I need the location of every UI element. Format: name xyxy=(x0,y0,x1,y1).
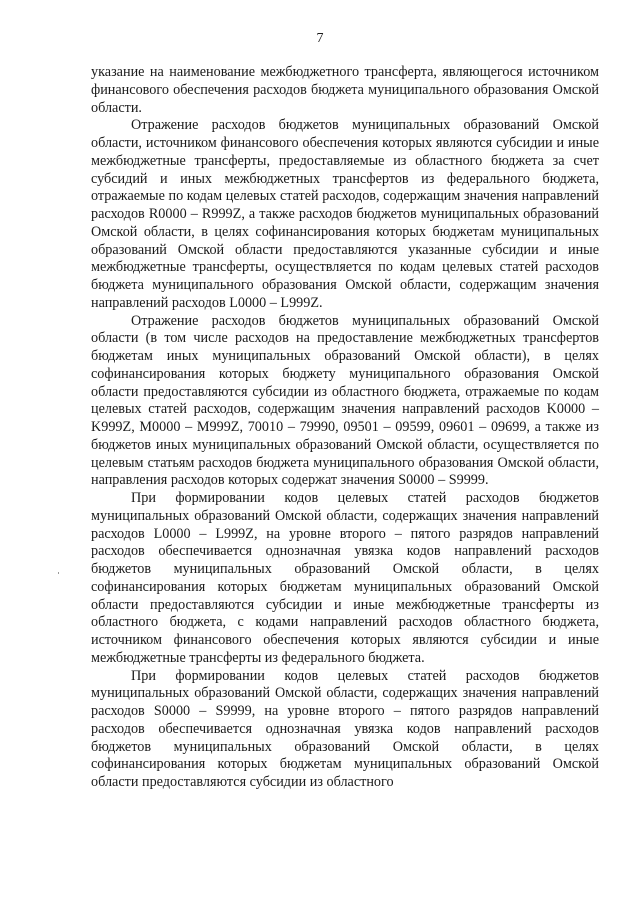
scan-margin-mark xyxy=(58,572,59,574)
paragraph-s-formation: При формировании кодов целевых статей расходов бюджетов муниципальных образований Омской области, содержащих значения направлений расходов S0000 – S9999, на уровне второго – пятого разрядов направлений расходов обеспечивается однозначная увязка кодов направлений расходов бюджетов муниципальных образований Омской области, в целях софинансирования которых бюджетам муниципальных образований Омской области предоставляются субсидии из областного xyxy=(91,667,599,790)
paragraph-l-formation: При формировании кодов целевых статей расходов бюджетов муниципальных образований Омской области, содержащих значения направлений расходов L0000 – L999Z, на уровне второго – пятого разрядов направлений расходов обеспечивается однозначная увязка кодов направлений расходов бюджетов муниципальных образований Омской области, в целях софинансирования которых бюджетам муниципальных образований Омской области предоставляются субсидии и иные межбюджетные трансферты из областного бюджета, с кодами направлений расходов областного бюджета, источником финансового обеспечения которых являются субсидии и иные межбюджетные трансферты из федерального бюджета. xyxy=(91,490,599,666)
paragraph-r-codes: Отражение расходов бюджетов муниципальных образований Омской области, источником финансового обеспечения которых являются субсидии и иные межбюджетные трансферты, предоставляемые из областного бюджета за счет субсидий и иных межбюджетных трансфертов из федерального бюджета, отражаемые по кодам целевых статей расходов, содержащим значения направлений расходов R0000 – R999Z, а также расходов бюджетов муниципальных образований Омской области, в целях софинансирования которых бюджетам муниципальных образований Омской области предоставляются указанные субсидии и иные межбюджетные трансферты, осуществляется по кодам целевых статей расходов бюджета муниципального образования Омской области, содержащим значения направлений расходов L0000 – L999Z. xyxy=(91,117,599,311)
paragraph-s-codes: Отражение расходов бюджетов муниципальных образований Омской области (в том числе расходов на предоставление межбюджетных трансфертов бюджетам иных муниципальных образований Омской области), в целях софинансирования которых бюджету муниципального образования Омской области предоставляются субсидии из областного бюджета, отражаемые по кодам целевых статей расходов, содержащим значения направлений расходов K0000 – K999Z, M0000 – M999Z, 70010 – 79990, 09501 – 09599, 09601 – 09699, а также из бюджетов иных муниципальных образований Омской области, осуществляется по целевым статьям расходов бюджета муниципального образования Омской области, направления расходов которых содержат значения S0000 – S9999. xyxy=(91,312,599,489)
page-number: 7 xyxy=(316,31,324,46)
document-body xyxy=(91,64,599,792)
paragraph-continuation: указание на наименование межбюджетного трансферта, являющегося источником финансового обеспечения расходов бюджета муниципального образования Омской области. xyxy=(91,64,599,116)
